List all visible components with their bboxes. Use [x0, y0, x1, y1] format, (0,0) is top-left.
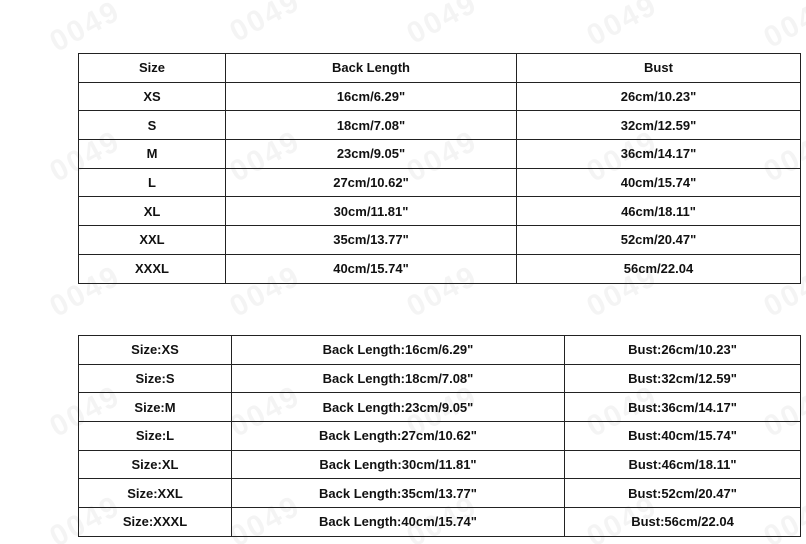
- header-back-length: Back Length: [226, 54, 517, 83]
- back-length-cell: Back Length:16cm/6.29": [232, 336, 565, 365]
- size-chart-table: [78, 53, 801, 284]
- watermark: [581, 0, 663, 54]
- table-header-row: [79, 54, 801, 83]
- back-length-cell: 18cm/7.08": [226, 111, 517, 140]
- header-size: Size: [79, 54, 226, 83]
- bust-cell: 40cm/15.74": [517, 168, 801, 197]
- size-chart-inline-table: [78, 335, 801, 537]
- size-cell: Size:XS: [79, 336, 232, 365]
- size-cell: XXXL: [79, 254, 226, 283]
- size-cell: L: [79, 168, 226, 197]
- bust-cell: Bust:26cm/10.23": [565, 336, 801, 365]
- back-length-cell: 16cm/6.29": [226, 82, 517, 111]
- bust-cell: 56cm/22.04: [517, 254, 801, 283]
- size-cell: XS: [79, 82, 226, 111]
- watermark: [401, 0, 483, 52]
- bust-cell: Bust:56cm/22.04: [565, 508, 801, 537]
- bust-cell: Bust:52cm/20.47": [565, 479, 801, 508]
- size-cell: XL: [79, 197, 226, 226]
- size-cell: M: [79, 140, 226, 169]
- table-row: [79, 82, 801, 111]
- back-length-cell: 27cm/10.62": [226, 168, 517, 197]
- back-length-cell: Back Length:40cm/15.74": [232, 508, 565, 537]
- watermark: [224, 0, 306, 50]
- table-row: [79, 450, 801, 479]
- back-length-cell: 23cm/9.05": [226, 140, 517, 169]
- table-row: [79, 197, 801, 226]
- size-cell: Size:XXXL: [79, 508, 232, 537]
- back-length-cell: Back Length:27cm/10.62": [232, 422, 565, 451]
- bust-cell: 52cm/20.47": [517, 226, 801, 255]
- back-length-cell: 35cm/13.77": [226, 226, 517, 255]
- watermark: [44, 0, 126, 60]
- bust-cell: 32cm/12.59": [517, 111, 801, 140]
- bust-cell: 36cm/14.17": [517, 140, 801, 169]
- size-cell: XXL: [79, 226, 226, 255]
- size-cell: Size:M: [79, 393, 232, 422]
- size-cell: Size:XL: [79, 450, 232, 479]
- table-row: [79, 140, 801, 169]
- table-row: [79, 111, 801, 140]
- watermark: [758, 0, 806, 56]
- back-length-cell: 30cm/11.81": [226, 197, 517, 226]
- bust-cell: Bust:40cm/15.74": [565, 422, 801, 451]
- table-row: [79, 422, 801, 451]
- back-length-cell: 40cm/15.74": [226, 254, 517, 283]
- table-row: [79, 393, 801, 422]
- bust-cell: Bust:36cm/14.17": [565, 393, 801, 422]
- back-length-cell: Back Length:30cm/11.81": [232, 450, 565, 479]
- back-length-cell: Back Length:18cm/7.08": [232, 364, 565, 393]
- size-cell: S: [79, 111, 226, 140]
- table-row: [79, 254, 801, 283]
- bust-cell: Bust:32cm/12.59": [565, 364, 801, 393]
- bust-cell: 26cm/10.23": [517, 82, 801, 111]
- table-row: [79, 479, 801, 508]
- table-row: [79, 168, 801, 197]
- table-row: [79, 226, 801, 255]
- table-row: [79, 336, 801, 365]
- size-cell: Size:S: [79, 364, 232, 393]
- back-length-cell: Back Length:23cm/9.05": [232, 393, 565, 422]
- size-cell: Size:XXL: [79, 479, 232, 508]
- bust-cell: 46cm/18.11": [517, 197, 801, 226]
- bust-cell: Bust:46cm/18.11": [565, 450, 801, 479]
- header-bust: Bust: [517, 54, 801, 83]
- table-row: [79, 364, 801, 393]
- table-row: [79, 508, 801, 537]
- size-cell: Size:L: [79, 422, 232, 451]
- back-length-cell: Back Length:35cm/13.77": [232, 479, 565, 508]
